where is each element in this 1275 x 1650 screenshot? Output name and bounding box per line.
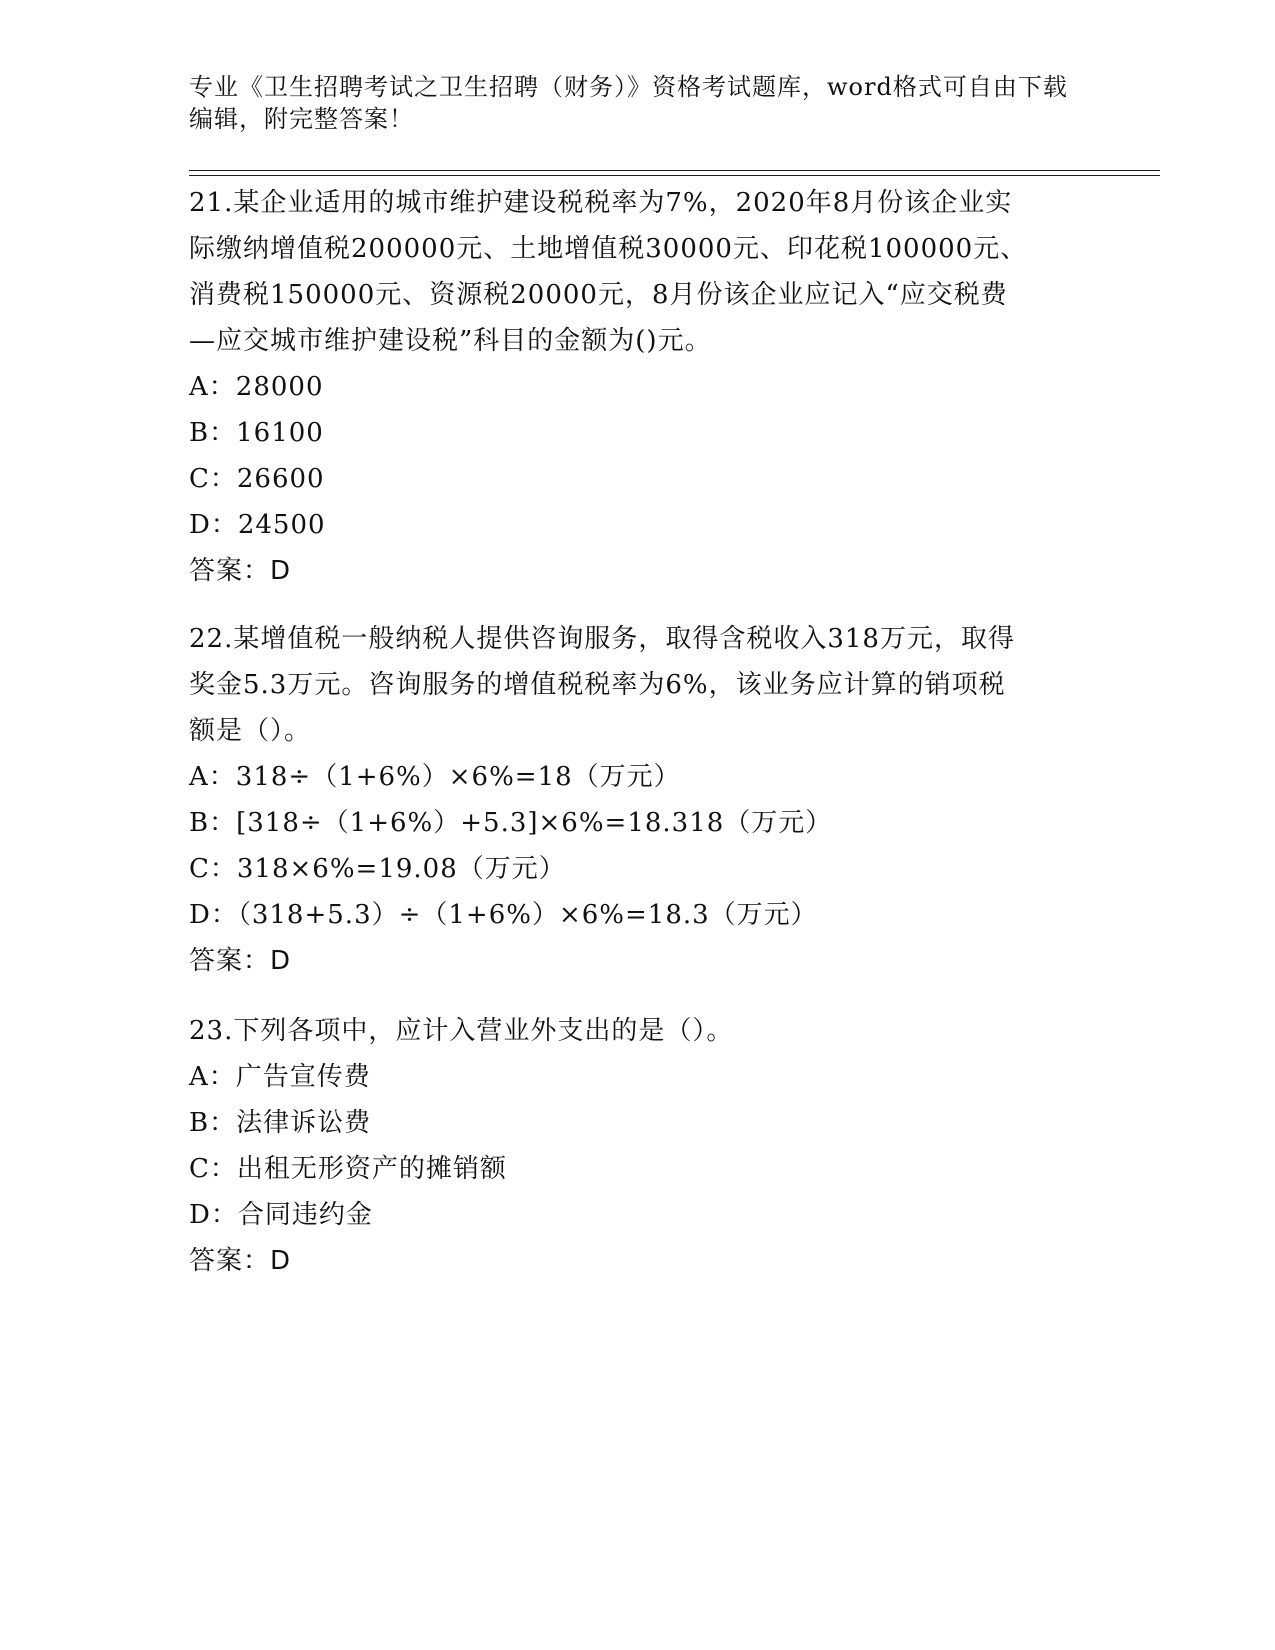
question-text-line: 21.某企业适用的城市维护建设税税率为7%，2020年8月份该企业实 — [189, 188, 1013, 218]
option-c: C：26600 — [189, 464, 325, 494]
header-rule-top — [189, 170, 1160, 171]
option-d: D：（318+5.3）÷（1+6%）×6%=18.3（万元） — [189, 900, 818, 930]
answer: 答案：D — [189, 946, 292, 976]
question-22 — [189, 616, 1089, 984]
question-text-line: 际缴纳增值税200000元、土地增值税30000元、印花税100000元、 — [189, 234, 1028, 264]
option-b: B：[318÷（1+6%）+5.3]×6%=18.318（万元） — [189, 808, 833, 838]
question-text-line: 奖金5.3万元。咨询服务的增值税税率为6%，该业务应计算的销项税 — [189, 670, 1006, 700]
option-b: B：16100 — [189, 418, 324, 448]
question-23 — [189, 1008, 1089, 1284]
option-c: C：318×6%=19.08（万元） — [189, 854, 566, 884]
header-line-1: 专业《卫生招聘考试之卫生招聘（财务）》资格考试题库，word格式可自由下载 — [189, 73, 1068, 101]
option-d: D：24500 — [189, 510, 326, 540]
question-text-line: —应交城市维护建设税”科目的金额为()元。 — [189, 326, 712, 356]
header-rule-bottom — [189, 175, 1160, 176]
option-a: A：广告宣传费 — [189, 1062, 371, 1092]
answer: 答案：D — [189, 556, 292, 586]
question-21 — [189, 180, 1089, 594]
answer: 答案：D — [189, 1246, 292, 1276]
option-d: D：合同违约金 — [189, 1200, 373, 1230]
question-text-line: 22.某增值税一般纳税人提供咨询服务，取得含税收入318万元，取得 — [189, 624, 1015, 654]
option-a: A：28000 — [189, 372, 324, 402]
header-line-2: 编辑，附完整答案！ — [189, 105, 414, 133]
question-text-line: 消费税150000元、资源税20000元，8月份该企业应记入“应交税费 — [189, 280, 1008, 310]
option-c: C：出租无形资产的摊销额 — [189, 1154, 507, 1184]
option-b: B：法律诉讼费 — [189, 1108, 372, 1138]
question-text-line: 额是（）。 — [189, 716, 312, 746]
option-a: A：318÷（1+6%）×6%=18（万元） — [189, 762, 681, 792]
question-text-line: 23.下列各项中，应计入营业外支出的是（）。 — [189, 1016, 734, 1046]
